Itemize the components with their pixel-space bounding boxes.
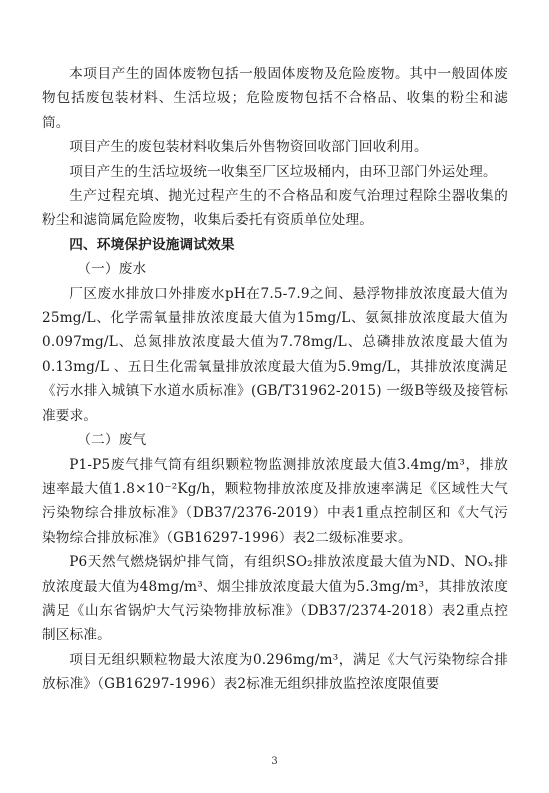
section-heading-commissioning-effect: 四、环境保护设施调试效果 [69,236,235,253]
subsection-heading-wastewater: （一）废水 [77,261,147,278]
paragraph-wastewater-results: 厂区废水排放口外排废水pH在7.5-7.9之间、悬浮物排放浓度最大值为25mg/L、化学需氧量排放浓度最大值为15mg/L、氨氮排放浓度最大值为0.097mg/L、总氮排放浓度最大值为7.78mg/L、总磷排放浓度最大值为0.13mg/L 、五日生化需氧量排放浓度最大值为5.9mg/L，其排放浓度满足《污水排入城镇下水道水质标准》(GB/T31962-2015) 一级B等级及接管标准要求。 [42,285,508,424]
paragraph-p6-boiler-emissions: P6天然气燃烧锅炉排气筒，有组织SO₂排放浓度最大值为ND、NOₓ排放浓度最大值为48mg/m³、烟尘排放浓度最大值为5.3mg/m³，其排放浓度满足《山东省锅炉大气污染物排放标准》（DB37/2374-2018）表2重点控制区标准。 [42,554,508,644]
paragraph-fugitive-particulates: 项目无组织颗粒物最大浓度为0.296mg/m³，满足《大气污染物综合排放标准》（GB16297-1996）表2标准无组织排放监控浓度限值要 [42,651,508,693]
page-number: 3 [271,756,278,767]
paragraph-hazardous-waste: 生产过程充填、抛光过程产生的不合格品和废气治理过程除尘器收集的粉尘和滤筒属危险废物，收集后委托有资质单位处理。 [42,188,508,229]
subsection-heading-exhaust-gas: （二）废气 [77,432,147,449]
paragraph-solid-waste-overview: 本项目产生的固体废物包括一般固体废物及危险废物。其中一般固体废物包括废包装材料、生活垃圾；危险废物包括不合格品、收集的粉尘和滤筒。 [42,66,508,131]
paragraph-domestic-waste: 项目产生的生活垃圾统一收集至厂区垃圾桶内，由环卫部门外运处理。 [69,163,497,180]
document-body [42,62,508,697]
paragraph-p1-p5-emissions: P1-P5废气排气筒有组织颗粒物监测排放浓度最大值3.4mg/m³，排放速率最大值1.8×10⁻²Kg/h，颗粒物排放浓度及排放速率满足《区域性大气污染物综合排放标准》（DB37/2376-2019）中表1重点控制区和《大气污染物综合排放标准》（GB16297-1996）表2二级标准要求。 [42,456,508,546]
paragraph-packaging-waste: 项目产生的废包装材料收集后外售物资回收部门回收利用。 [69,139,428,156]
